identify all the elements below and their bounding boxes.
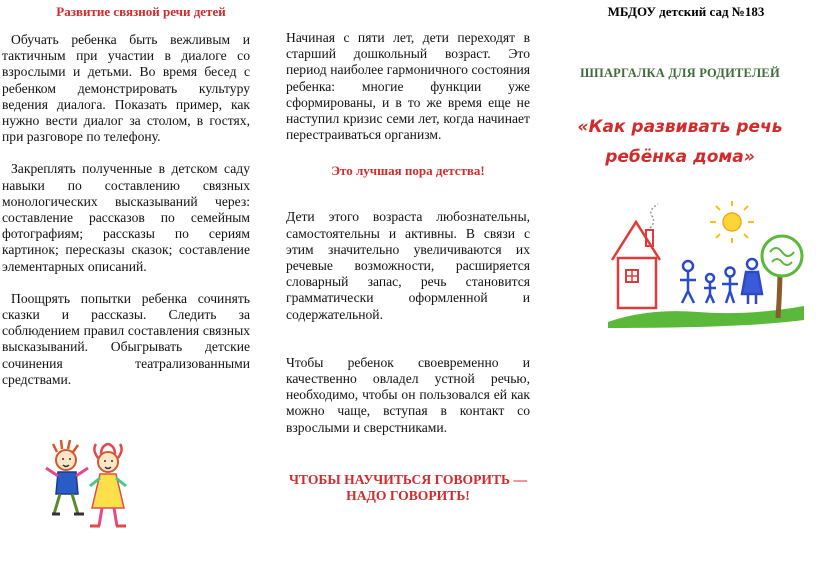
right-panel xyxy=(544,0,816,583)
brochure-title-line-2: ребёнка дома» xyxy=(605,147,755,167)
slogan-line-2: НАДО ГОВОРИТЬ! xyxy=(346,487,470,503)
left-panel xyxy=(0,0,272,583)
kids-drawing-icon xyxy=(38,438,138,538)
paragraph-curious-kids: Дети этого возраста любознательны, самостоятельны и активны. В связи с этим значительно увеличиваются их речевые возможности, расширяется словарный запас, речь становится грамматически оформленной и содержательной. xyxy=(286,209,530,322)
paragraph-oral-speech: Чтобы ребенок своевременно и качественно овладел устной речью, необходимо, чтобы он пользовался ей как можно чаще, вступая в контакт со взрослыми и сверстниками. xyxy=(286,354,530,435)
slogan-line-1: ЧТОБЫ НАУЧИТЬСЯ ГОВОРИТЬ — xyxy=(288,471,528,487)
brochure-title xyxy=(544,112,816,172)
brochure-title-line-1: «Как развивать речь xyxy=(577,117,783,137)
paragraph-fairy-tales: Поощрять попытки ребенка сочинять сказки и рассказы. Следить за соблюдением правил составления связных высказываний. Обыгрывать детские сочинения театрализованными средствами. xyxy=(2,290,250,387)
organization-name: МБДОУ детский сад №183 xyxy=(607,4,765,19)
paragraph-dialogue: Обучать ребенка быть вежливым и тактичным при участии в диалоге со взрослыми и детьми. Во время бесед с ребенком демонстрировать культуру ведения диалога. Показать пример, как нужно вести диалог за столом, в гостях, при разговоре по телефону. xyxy=(2,32,250,145)
middle-panel xyxy=(272,0,544,583)
section-title-speech: Развитие связной речи детей xyxy=(56,4,226,19)
family-house-drawing-icon xyxy=(606,200,806,328)
cheat-sheet-heading: ШПАРГАЛКА ДЛЯ РОДИТЕЛЕЙ xyxy=(580,66,780,80)
paragraph-monologue: Закреплять полученные в детском саду навыки по составлению связных монологических высказываний через: составление рассказов по семейным фотографиям; рассказы по сериям картинок; пересказы сказок; составление элементарных описаний. xyxy=(2,161,250,274)
section-title-best-time: Это лучшая пора детства! xyxy=(331,163,485,179)
slogan xyxy=(286,472,530,504)
paragraph-age-five: Начиная с пяти лет, дети переходят в старший дошкольный возраст. Это период наиболее гармоничного состояния ребенка: многие функции уже сформированы, и в то же время еще не наступил кризис семи лет, когда начинает перестраиваться организм. xyxy=(286,30,530,143)
